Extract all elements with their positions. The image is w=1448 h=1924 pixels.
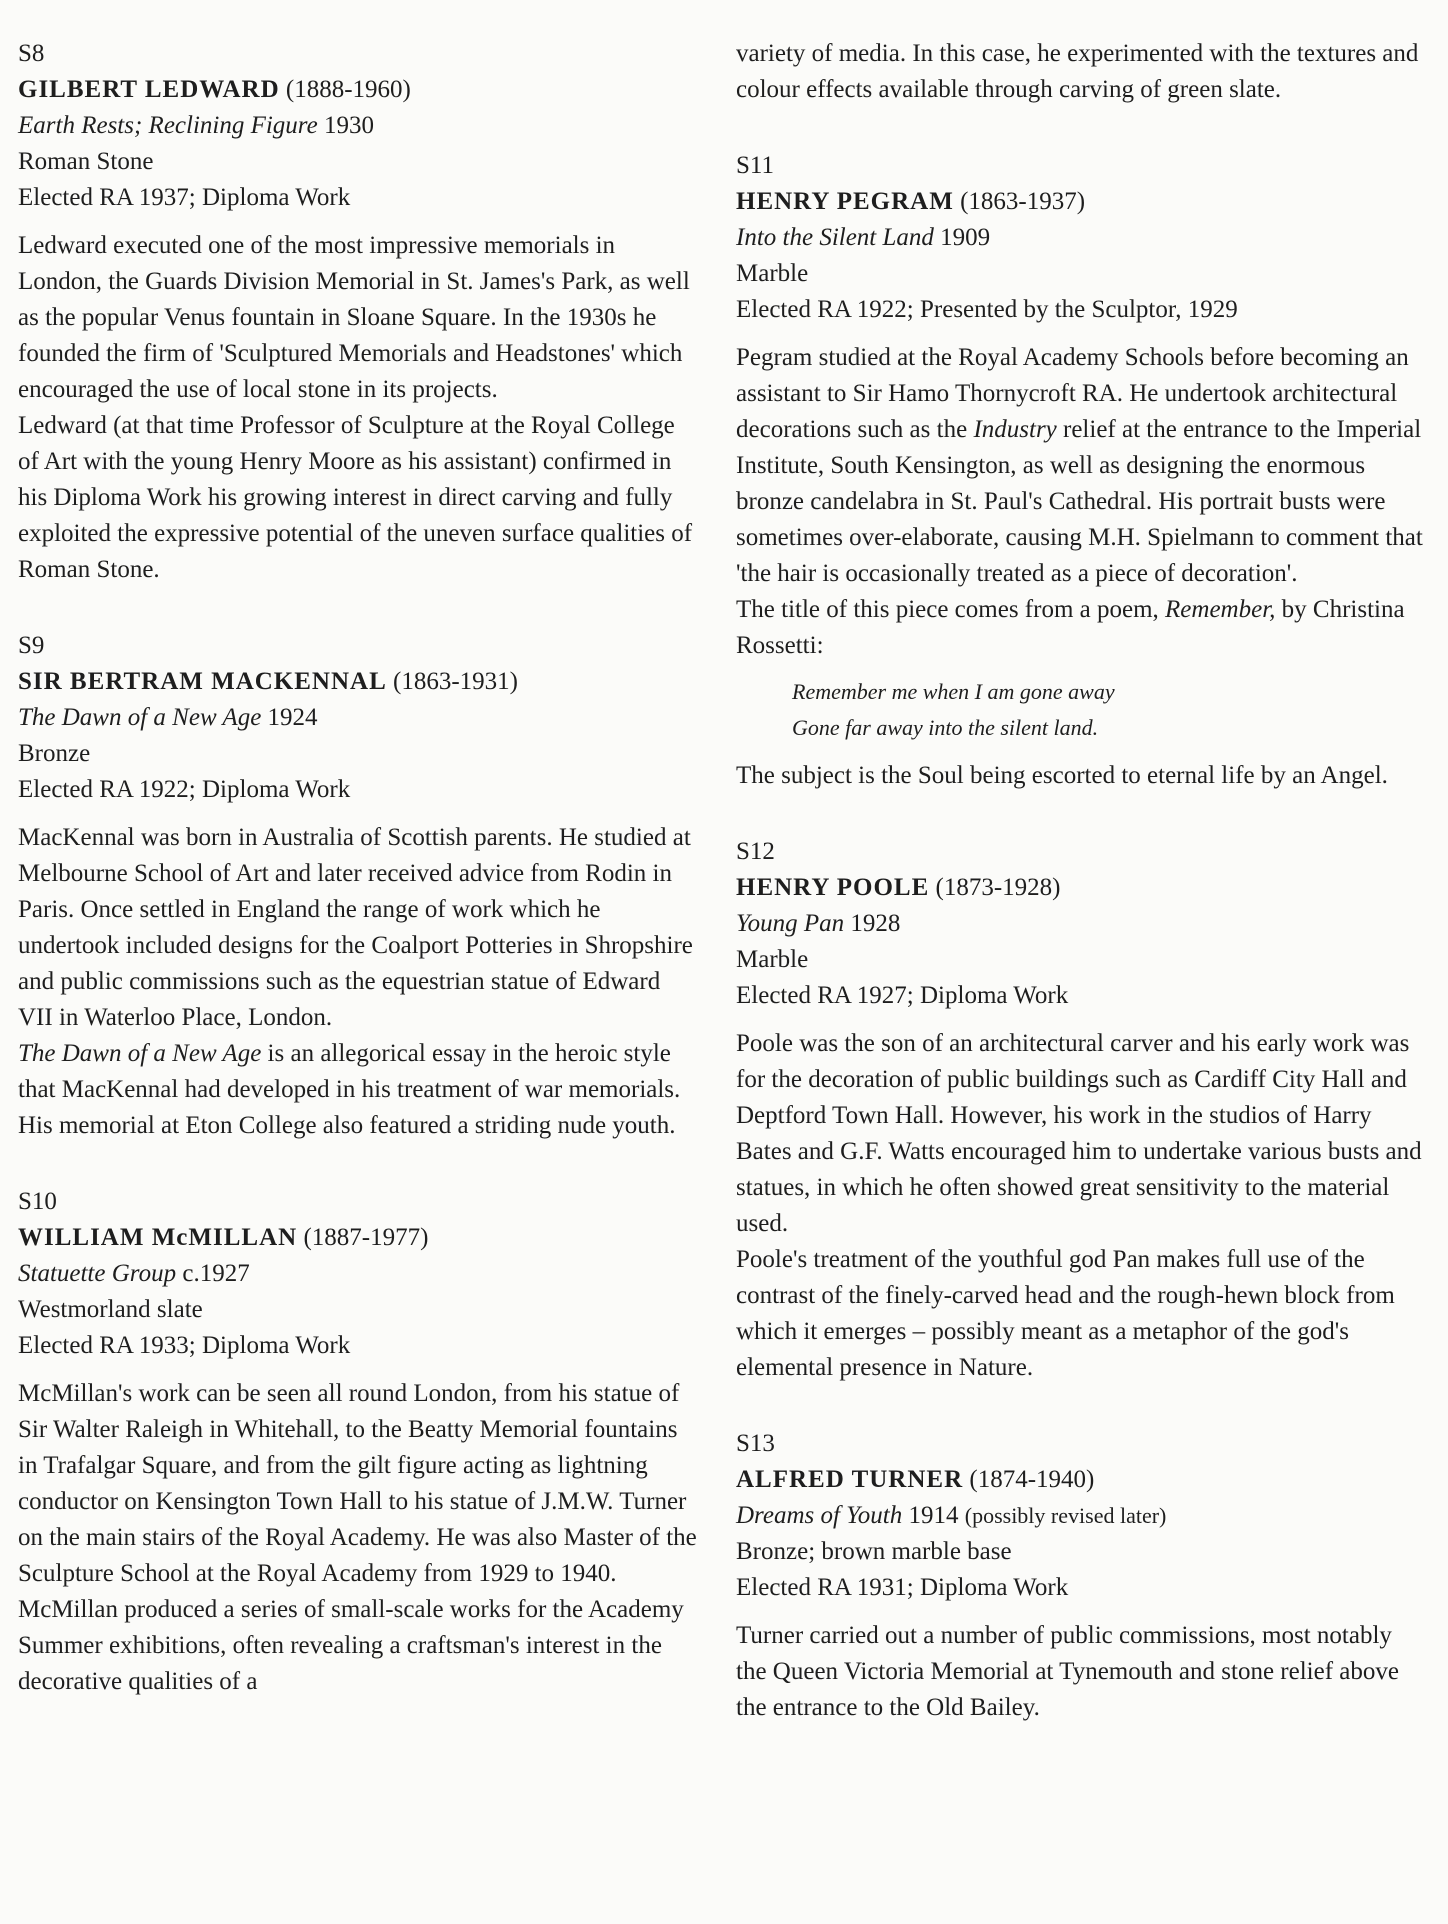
artist-dates: (1863-1931) [393,668,518,695]
paragraph-text: The title of this piece comes from a poem, [736,596,1166,623]
acquisition: Elected RA 1937; Diploma Work [18,184,351,211]
work-title: Statuette Group [18,1260,177,1287]
paragraph [736,592,1426,664]
entry-s11 [736,148,1426,794]
italic-title: Remember, [1165,596,1276,623]
paragraph: Ledward executed one of the most impressive memorials in London, the Guards Division Memorial in St. James's Park, as well as the popular Venus fountain in Sloane Square. In the 1930s he founded the firm of 'Sculptured Memorials and Headstones' which encouraged the use of local stone in its projects. [18,232,690,403]
entry-body [736,1618,1426,1726]
medium: Westmorland slate [18,1296,203,1323]
artist-line [736,870,1426,906]
artist-dates: (1873-1928) [935,874,1061,901]
acquisition: Elected RA 1933; Diploma Work [18,1332,351,1359]
catalogue-number: S13 [736,1430,775,1457]
medium: Marble [736,260,809,287]
work-year: c.1927 [182,1260,250,1287]
work-title-line [736,1498,1426,1534]
paragraph [18,1036,698,1144]
artist-line [18,72,698,108]
paragraph-text: Pegram studied at the Royal Academy Schools before becoming an assistant to Sir Hamo Thornycroft RA. He undertook architectural decorations such as the [736,344,1409,443]
catalogue-number: S11 [736,152,774,179]
work-year: 1928 [850,910,901,937]
poem-line: Remember me when I am gone away [792,679,1115,704]
artist-name: WILLIAM McMILLAN [18,1224,298,1251]
medium: Bronze [18,740,91,767]
entry-body [736,1026,1426,1386]
work-title: Earth Rests; Reclining Figure [18,112,318,139]
artist-name: SIR BERTRAM MACKENNAL [18,668,387,695]
entry-s13 [736,1426,1426,1726]
acquisition: Elected RA 1922; Diploma Work [18,776,351,803]
paragraph: The subject is the Soul being escorted to eternal life by an Angel. [736,762,1388,789]
left-column [18,36,698,1740]
work-year: 1914 [908,1502,959,1529]
right-column [736,36,1426,1766]
catalogue-number: S9 [18,632,45,659]
entry-body [18,1376,698,1700]
entry-s10-continued [736,36,1426,108]
artist-name: GILBERT LEDWARD [18,76,280,103]
entry-s9 [18,628,698,1144]
work-title-line [18,1256,698,1292]
entry-body [736,340,1426,794]
catalogue-number: S10 [18,1188,57,1215]
paragraph: variety of media. In this case, he experimented with the textures and colour effects available through carving of green slate. [736,40,1419,103]
year-note: (possibly revised later) [964,1503,1167,1528]
work-year: 1930 [323,112,374,139]
poem-line: Gone far away into the silent land. [792,715,1099,740]
artist-line [736,1462,1426,1498]
medium: Bronze; brown marble base [736,1538,1012,1565]
catalogue-number: S12 [736,838,775,865]
entry-s10 [18,1184,698,1700]
entry-header [736,148,1426,328]
entry-header [18,628,698,808]
paragraph [736,340,1426,592]
artist-dates: (1888-1960) [285,76,411,103]
artist-line [736,184,1426,220]
work-title: Young Pan [736,910,845,937]
paragraph: Poole's treatment of the youthful god Pan makes full use of the contrast of the finely-carved head and the rough-hewn block from which it emerges – possibly meant as a metaphor of the god's elemental presence in Nature. [736,1246,1395,1381]
paragraph-text: relief at the entrance to the Imperial Institute, South Kensington, as well as designing the enormous bronze candelabra in St. Paul's Cathedral. His portrait busts were sometimes over-elaborate, causing M.H. Spielmann to comment that 'the hair is occasionally treated as a piece of decoration'. [736,416,1423,587]
artist-name: HENRY PEGRAM [736,188,954,215]
medium: Marble [736,946,809,973]
work-title-line [736,220,1426,256]
italic-title: The Dawn of a New Age [18,1040,262,1067]
paragraph: McMillan's work can be seen all round London, from his statue of Sir Walter Raleigh in Whitehall, to the Beatty Memorial fountains in Trafalgar Square, and from the gilt figure acting as lightning conductor on Kensington Town Hall to his statue of J.M.W. Turner on the main stairs of the Royal Academy. He was also Master of the Sculpture School at the Royal Academy from 1929 to 1940. [18,1380,697,1587]
work-title: Dreams of Youth [736,1502,903,1529]
artist-name: HENRY POOLE [736,874,930,901]
work-title-line [18,108,698,144]
paragraph: Ledward (at that time Professor of Sculpture at the Royal College of Art with the young Henry Moore as his assistant) confirmed in his Diploma Work his growing interest in direct carving and fully exploited the expressive potential of the uneven surface qualities of Roman Stone. [18,412,693,583]
paragraph-text: by Christina Rossetti: [736,596,1405,659]
paragraph: McMillan produced a series of small-scale works for the Academy Summer exhibitions, often revealing a craftsman's interest in the decorative qualities of a [18,1596,684,1695]
artist-dates: (1887-1977) [303,1224,429,1251]
work-year: 1909 [940,224,991,251]
work-year: 1924 [267,704,318,731]
acquisition: Elected RA 1931; Diploma Work [736,1574,1069,1601]
work-title: The Dawn of a New Age [18,704,262,731]
entry-header [18,36,698,216]
medium: Roman Stone [18,148,154,175]
entry-body [736,36,1426,108]
entry-body [18,820,698,1144]
italic-title: Industry [973,416,1057,443]
paragraph: Poole was the son of an architectural carver and his early work was for the decoration of public buildings such as Cardiff City Hall and Deptford Town Hall. However, his work in the studios of Harry Bates and G.F. Watts encouraged him to undertake various busts and statues, in which he often showed great sensitivity to the material used. [736,1030,1422,1237]
entry-header [18,1184,698,1364]
entry-s8 [18,36,698,588]
entry-s12 [736,834,1426,1386]
work-title-line [736,906,1426,942]
catalogue-number: S8 [18,40,45,67]
work-title-line [18,700,698,736]
acquisition: Elected RA 1927; Diploma Work [736,982,1069,1009]
artist-dates: (1863-1937) [960,188,1086,215]
entry-header [736,1426,1426,1606]
entry-body [18,228,698,588]
work-title: Into the Silent Land [736,224,934,251]
poem-quote [792,674,1426,746]
artist-line [18,1220,698,1256]
artist-line [18,664,698,700]
artist-dates: (1874-1940) [969,1466,1095,1493]
paragraph: MacKennal was born in Australia of Scottish parents. He studied at Melbourne School of Art and later received advice from Rodin in Paris. Once settled in England the range of work which he undertook included designs for the Coalport Potteries in Shropshire and public commissions such as the equestrian statue of Edward VII in Waterloo Place, London. [18,824,693,1031]
paragraph: Turner carried out a number of public commissions, most notably the Queen Victoria Memorial at Tynemouth and stone relief above the entrance to the Old Bailey. [736,1622,1399,1721]
acquisition: Elected RA 1922; Presented by the Sculptor, 1929 [736,296,1238,323]
paragraph-text: is an allegorical essay in the heroic style that MacKennal had developed in his treatment of war memorials. His memorial at Eton College also featured a striding nude youth. [18,1040,681,1139]
entry-header [736,834,1426,1014]
artist-name: ALFRED TURNER [736,1466,964,1493]
